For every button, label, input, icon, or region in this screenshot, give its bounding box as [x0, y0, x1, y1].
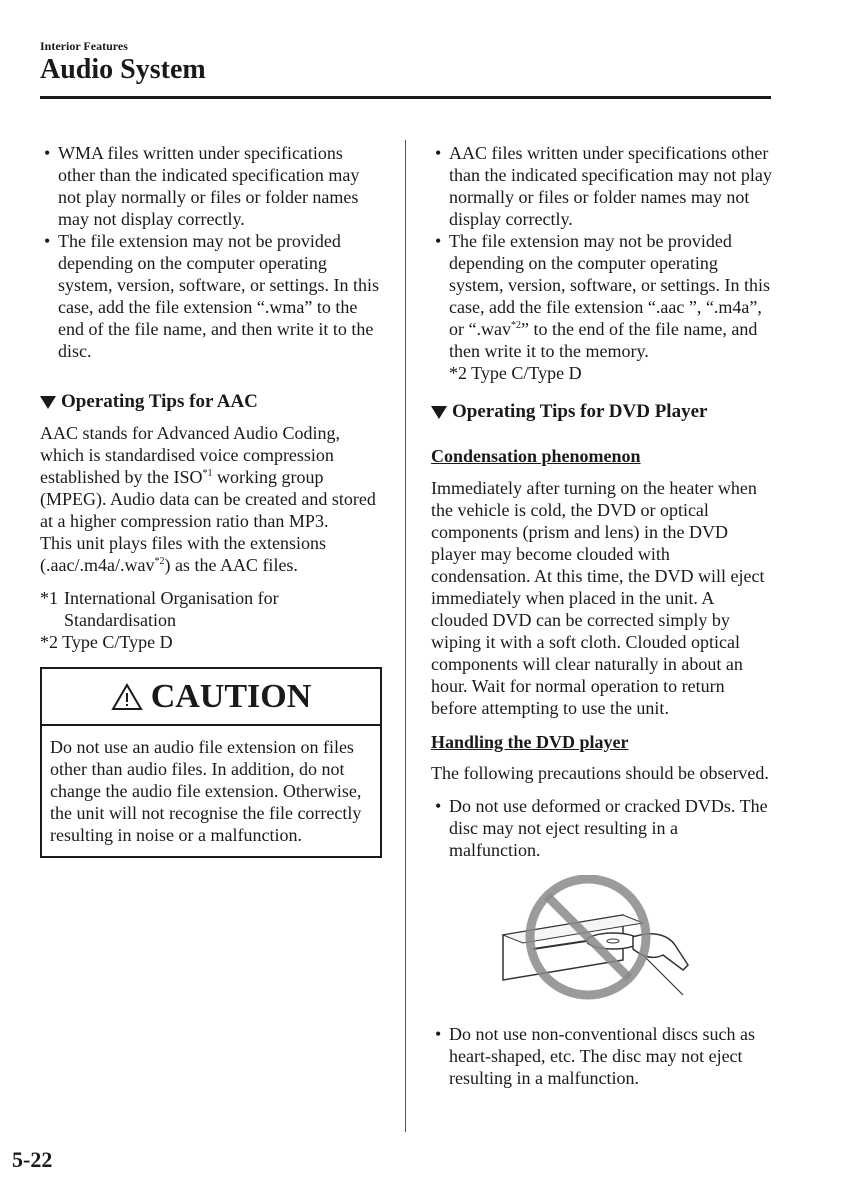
dvd-prohibited-illustration [493, 875, 713, 1015]
aac-paragraph [40, 422, 382, 532]
handling-text: The following precautions should be observed. [431, 763, 769, 783]
column-divider [405, 140, 406, 1132]
footnote-text: International Organisation for Standardisation [64, 588, 279, 630]
aac-text: This unit plays files with the extensions (.aac/.m4a/.wav [40, 533, 326, 575]
bullet-dot: • [44, 143, 51, 163]
bullet-text [449, 231, 770, 361]
list-item [431, 795, 773, 861]
aac-paragraph-2 [40, 532, 382, 576]
header-rule [40, 96, 771, 99]
bullet-text: AAC files written under specifications other than the indicated specification may not play normally or files or folder names may not display correctly. [449, 143, 772, 229]
aac-text: ) as the AAC files. [164, 555, 298, 575]
bullet-dot: • [435, 1024, 442, 1044]
list-item [431, 230, 773, 384]
left-column [40, 142, 382, 858]
list-item [40, 230, 382, 362]
handling-heading: Handling the DVD player [431, 732, 629, 752]
dvd-heading [431, 400, 773, 424]
triangle-down-icon [431, 406, 447, 419]
prohibited-disc-icon [493, 875, 713, 1015]
section-label: Interior Features [40, 39, 128, 53]
aac-heading [40, 390, 382, 414]
bullet-dot: • [44, 231, 51, 251]
bullet-text: WMA files written under specifications other than the indicated specification may not play normally or files or folder names may not display correctly. [58, 143, 360, 229]
page-number: 5-22 [12, 1147, 53, 1172]
bullet-text-part: ” to the end of the file name, and then write it to the memory. [449, 319, 758, 361]
aac-text: AAC stands for Advanced Audio Coding, which is standardised voice compression established by the ISO [40, 423, 340, 487]
caution-header [42, 669, 380, 726]
aac-heading-text: Operating Tips for AAC [61, 391, 258, 412]
bullet-dot: • [435, 231, 442, 251]
triangle-down-icon [40, 396, 56, 409]
footnote: *2 Type C/Type D [40, 632, 173, 652]
bullet-text-part: The file extension may not be provided depending on the computer operating system, version, software, or settings. In this case, add the file extension “.aac ”, “.m4a”, or “.wav [449, 231, 770, 339]
bullet-dot: • [435, 143, 442, 163]
bullet-text: The file extension may not be provided depending on the computer operating system, version, software, or settings. In this case, add the file extension “.wma” to the end of the file name, and then write it to the disc. [58, 231, 379, 361]
bullet-text: Do not use non-conventional discs such as heart-shaped, etc. The disc may not eject resulting in a malfunction. [449, 1024, 755, 1088]
caution-box [40, 667, 382, 858]
bullet-note: *2 Type C/Type D [449, 363, 582, 383]
page-title: Audio System [40, 54, 206, 85]
aac-text: working group (MPEG). Audio data can be created and stored at a higher compression ratio than MP3. [40, 467, 376, 531]
dvd-heading-text: Operating Tips for DVD Player [452, 401, 708, 422]
list-item [431, 1023, 773, 1089]
caution-text: Do not use an audio file extension on files other than audio files. In addition, do not change the audio file extension. Otherwise, the unit will not recognise the file correctly resulting in noise or a malfunction. [50, 737, 362, 845]
bullet-text: Do not use deformed or cracked DVDs. The disc may not eject resulting in a malfunction. [449, 796, 768, 860]
footnote [40, 587, 382, 631]
warning-icon [111, 683, 143, 711]
caution-title: CAUTION [150, 677, 312, 715]
condensation-text: Immediately after turning on the heater when the vehicle is cold, the DVD or optical components (prism and lens) in the DVD player may become clouded with condensation. At this time, the DVD will eject immediately when placed in the unit. A clouded DVD can be corrected simply by wiping it with a soft cloth. Clouded optical components will clear naturally in about an hour. Wait for normal operation to return before attempting to use the unit. [431, 478, 765, 718]
bullet-dot: • [435, 796, 442, 816]
right-column [431, 142, 773, 1089]
footnote-ref: *2 [510, 320, 521, 331]
footnote-mark: *1 [40, 588, 58, 608]
list-item [40, 142, 382, 230]
list-item [431, 142, 773, 230]
condensation-heading: Condensation phenomenon [431, 446, 641, 466]
footnote-ref: *1 [202, 468, 213, 479]
footnote-ref: *2 [154, 556, 165, 567]
